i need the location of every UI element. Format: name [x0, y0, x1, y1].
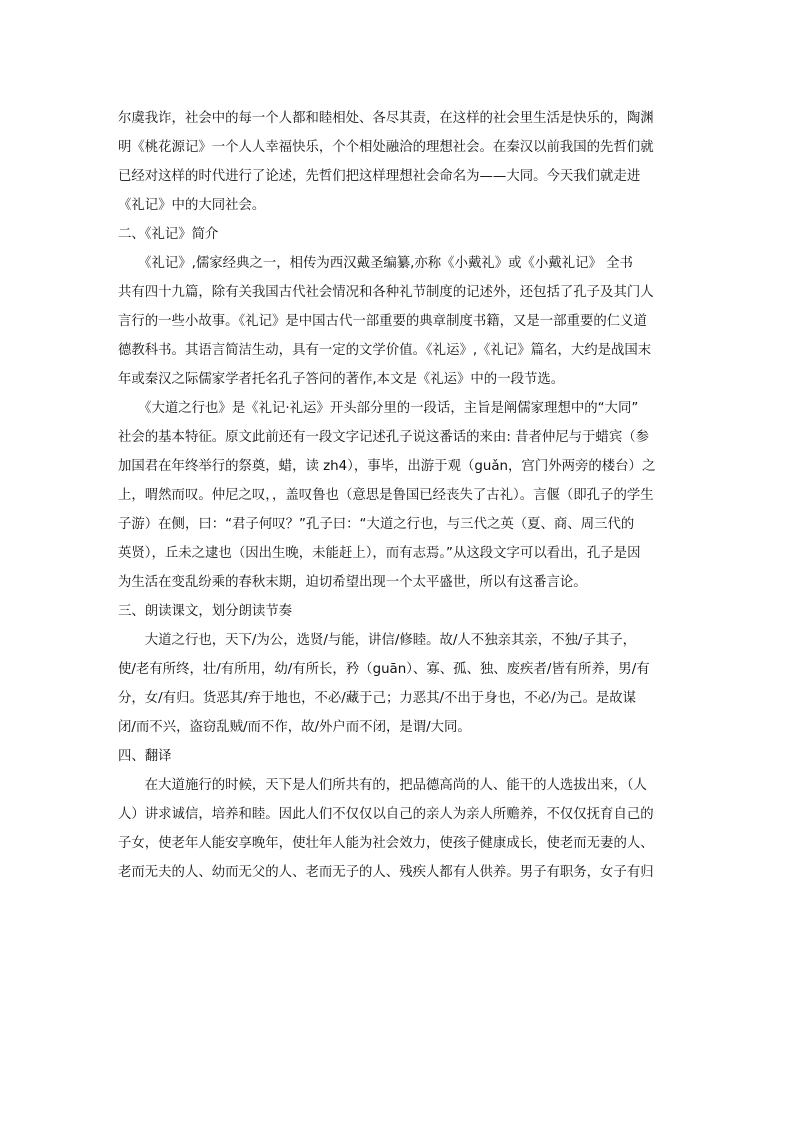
paragraph-line: 老而无夫的人、幼而无父的人、老而无子的人、残疾人都有人供养。男子有职务，女子有归: [118, 865, 654, 880]
paragraph-line: 上，喟然而叹。仲尼之叹，，盖叹鲁也（意思是鲁国已经丧失了古礼）。言偃（即孔子的学生: [118, 488, 654, 503]
paragraph-line: 子游）在侧，曰：“君子何叹？”孔子曰：“大道之行也，与三代之英（夏、商、周三代的: [118, 517, 635, 532]
paragraph-line: 《礼记》中的大同社会。: [118, 198, 266, 213]
paragraph-line: 加国君在年终举行的祭奠，蜡，读 zh4），事毕，出游于观（guǎn，宫门外两旁的楼台）之: [118, 459, 656, 474]
paragraph-line: 大道之行也，天下/为公，选贤/与能，讲信/修睦。故/人不独亲其亲，不独/子其子，: [118, 633, 637, 648]
paragraph-line: 德教科书。其语言简洁生动，具有一定的文学价值。《礼运》,《礼记》篇名，大约是战国末: [118, 343, 652, 358]
paragraph-line: 人）讲求诚信，培养和睦。因此人们不仅仅以自己的亲人为亲人所赡养，不仅仅抚育自己的: [118, 807, 654, 822]
paragraph-line: 年或秦汉之际儒家学者托名孔子答问的著作,本文是《礼运》中的一段节选。: [118, 372, 565, 387]
paragraph-line: 已经对这样的时代进行了论述，先哲们把这样理想社会命名为——大同。今天我们就走进: [118, 169, 641, 184]
paragraph-line: 社会的基本特征。原文此前还有一段文字记述孔子说这番话的来由: 昔者仲尼与于蜡宾（参: [118, 430, 649, 445]
paragraph-line: 英贤），丘未之逮也（因出生晚，未能赶上），而有志焉。”从这段文字可以看出，孔子是因: [118, 546, 641, 561]
paragraph-line: 在大道施行的时候，天下是人们所共有的，把品德高尚的人、能干的人选拔出来，（人: [118, 778, 647, 793]
paragraph-line: 使/老有所终，壮/有所用，幼/有所长，矜（guān）、寡、孤、独、废疾者/皆有所养，男/有: [118, 662, 650, 677]
paragraph-line: 共有四十九篇，除有关我国古代社会情况和各种礼节制度的记述外，还包括了孔子及其门人: [118, 285, 654, 300]
section-heading-translation: 四、翻译: [118, 749, 172, 764]
paragraph-line: 《礼记》,儒家经典之一，相传为西汉戴圣编纂,亦称《小戴礼》或《小戴礼记》 全书: [118, 256, 633, 271]
paragraph-line: 言行的一些小故事。《礼记》是中国古代一部重要的典章制度书籍，又是一部重要的仁义道: [118, 314, 647, 329]
paragraph-line: 尔虞我诈，社会中的每一个人都和睦相处、各尽其责，在这样的社会里生活是快乐的，陶渊: [118, 111, 654, 126]
section-heading-reading: 三、朗读课文，划分朗读节奏: [118, 604, 293, 619]
paragraph-line: 分，女/有归。货恶其/弃于地也，不必/藏于己；力恶其/不出于身也，不必/为己。是故谋: [118, 691, 637, 706]
document-body: [118, 104, 678, 887]
paragraph-line: 闭/而不兴，盗窃乱贼/而不作，故/外户而不闭，是谓/大同。: [118, 720, 471, 735]
section-heading-intro: 二、《礼记》简介: [118, 227, 219, 242]
paragraph-line: 为生活在变乱纷乘的春秋末期，迫切希望出现一个太平盛世，所以有这番言论。: [118, 575, 587, 590]
paragraph-line: 子女，使老年人能安享晚年，使壮年人能为社会效力，使孩子健康成长，使老而无妻的人、: [118, 836, 654, 851]
paragraph-line: 明《桃花源记》一个人人幸福快乐，个个相处融洽的理想社会。在秦汉以前我国的先哲们就: [118, 140, 654, 155]
paragraph-line: 《大道之行也》是《礼记·礼运》开头部分里的一段话，主旨是阐儒家理想中的“大同”: [118, 401, 639, 416]
